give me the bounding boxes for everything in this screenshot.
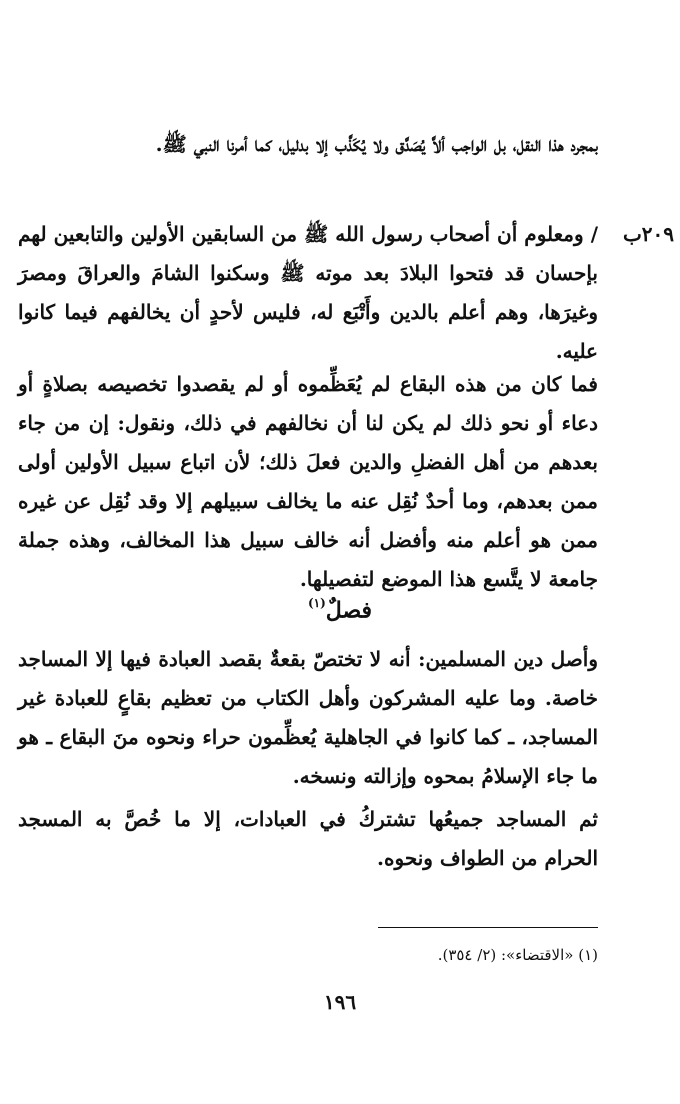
- footnote-reference: (١): [307, 596, 326, 610]
- paragraph-1: بمجرد هذا النقل، بل الواجب ألاَّ يُصَدَّق ولا يُكَذَّب إلا بدليل، كما أمرنا النبي ﷺ.: [155, 132, 598, 156]
- page-number: ١٩٦: [323, 990, 357, 1014]
- paragraph-2: / ومعلوم أن أصحاب رسول الله ﷺ من السابقين الأولين والتابعين لهم بإحسان قد فتحوا البلادَ بعد موته ﷺ وسكنوا الشامَ والعراقَ ومصرَ وغيرَها، وهم أعلم بالدين وأَتْبَع له، فليس لأحدٍ أن يخالفهم فيما كانوا عليه.: [18, 222, 598, 363]
- section-heading: [0, 585, 680, 630]
- footnote-divider: [378, 927, 598, 928]
- paragraph-3: فما كان من هذه البقاع لم يُعَظِّموه أو لم يقصدوا تخصيصه بصلاةٍ أو دعاء أو نحو ذلك لم يكن لنا أن نخالفهم في ذلك، ونقول: إن من جاء بعدهم من أهل الفضلِ والدين فعلَ ذلك؛ لأن اتباع سبيل الأولين أولى ممن بعدهم، وما أحدٌ نُقِل عنه ما يخالف سبيلهم إلا وقد نُقِل عن غيره ممن هو أعلم منه وأفضل أنه خالف سبيل هذا المخالف، وهذه جملة جامعة لا يتَّسع هذا الموضع لتفصيلها.: [18, 372, 598, 591]
- paragraph-4: وأصل دين المسلمين: أنه لا تختصّ بقعةٌ بقصد العبادة فيها إلا المساجد خاصة. وما عليه المشركون وأهل الكتاب من تعظيم بقاعٍ للعبادة غير المساجد، ـ كما كانوا في الجاهلية يُعظِّمون حراء ونحوه منَ البقاع ـ هو ما جاء الإسلامُ بمحوه وإزالته ونسخه.: [18, 647, 598, 788]
- paragraph-5: ثم المساجد جميعُها تشتركُ في العبادات، إلا ما خُصَّ به المسجد الحرام من الطواف ونحوه.: [18, 807, 598, 870]
- manuscript-folio-note: ٢٠٩ب: [622, 222, 674, 246]
- footnote: (١) «الاقتضاء»: (٢/ ٣٥٤).: [437, 946, 598, 964]
- section-heading-text: فصلٌ: [325, 597, 373, 624]
